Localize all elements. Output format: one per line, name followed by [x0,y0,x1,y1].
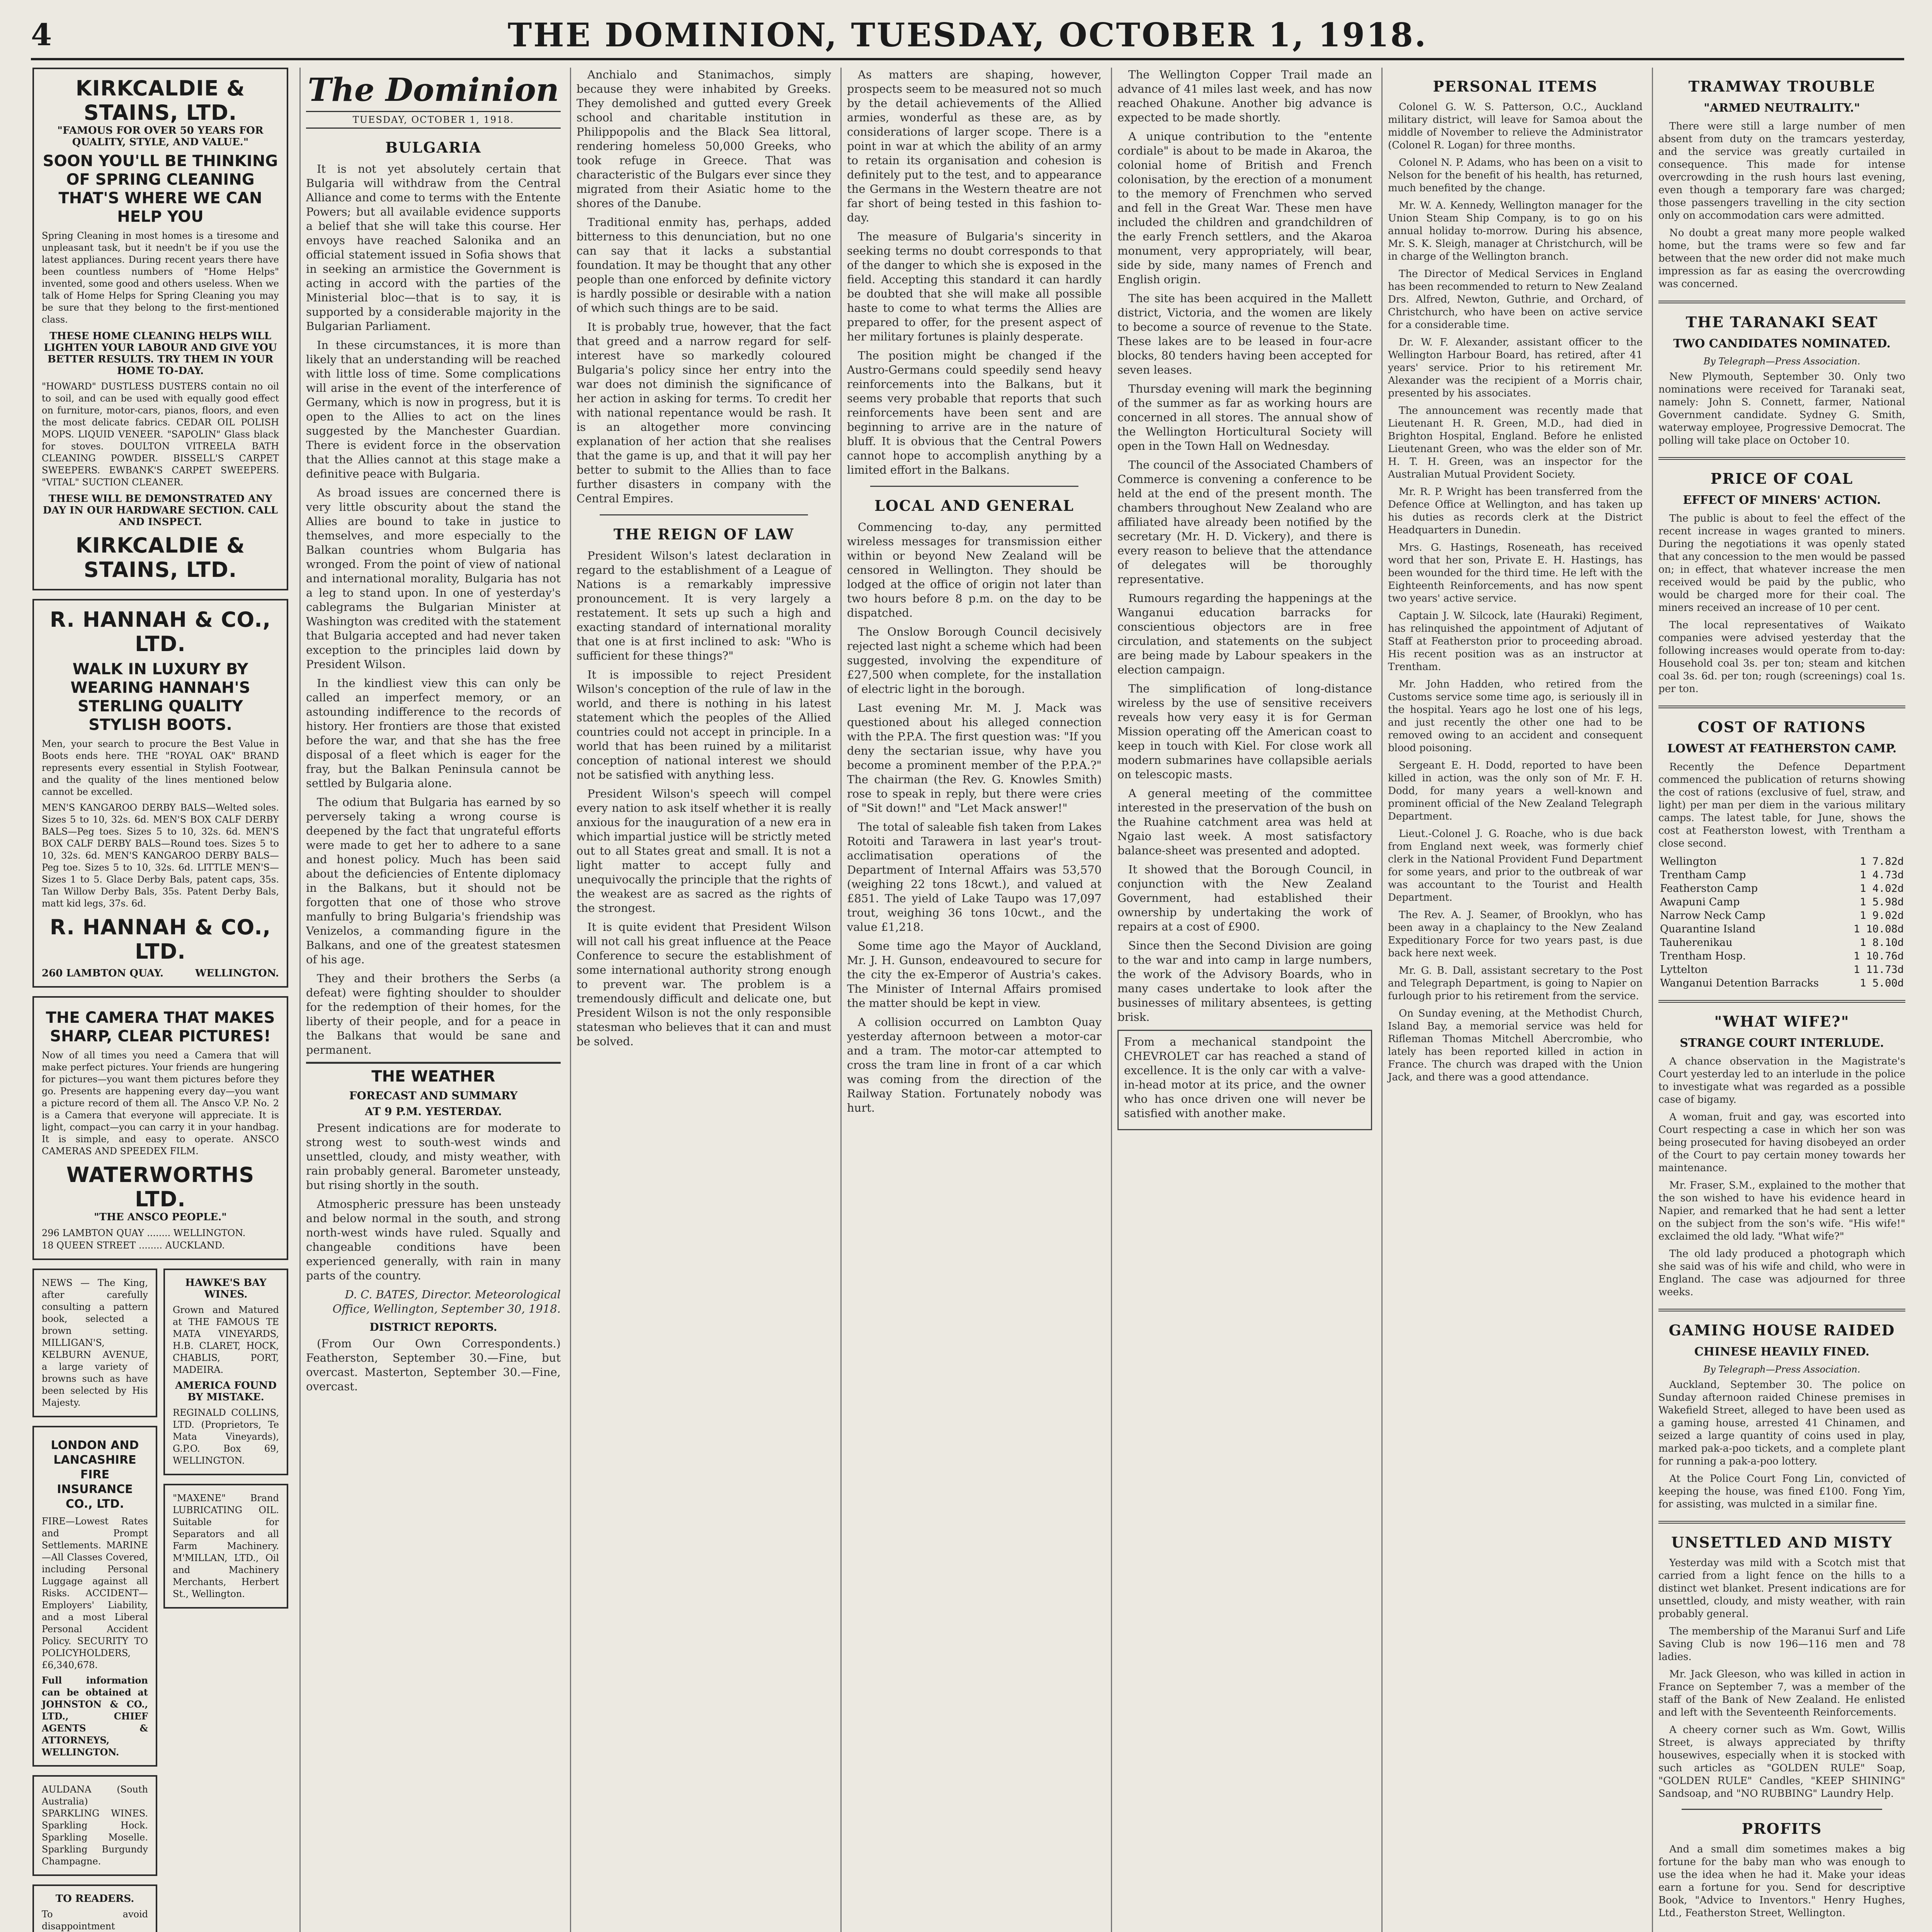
readers-text: To avoid disappointment [42,1909,148,1932]
gaming-headline: GAMING HOUSE RAIDED [1668,1321,1895,1339]
editorial-column-3 [840,68,1107,1932]
local-paragraph: Commencing to-day, any permitted wireless messages for transmission either within or beyond New Zealand will be censored in Wellington. They should be lodged at the office of origin not later than two hours before 8 p.m. on the day to be dispatched. [847,520,1102,619]
local-paragraph: The Onslow Borough Council decisively rejected last night a scheme which had been suggested, involving the expenditure of £27,500 when complete, for the installation of electric light in the borough. [847,625,1102,696]
waterworths-address-1: 296 LAMBTON QUAY ........ WELLINGTON. [42,1228,246,1238]
bulgaria-paragraph: It is not yet absolutely certain that Bulgaria will withdraw from the Central Alliance and come to terms with the Entente Powers; but all available evidence supports a belief that she will take this course. Her envoys have reached Salonika and an official statement issued in Sofia shows that in seeking an armistice the Government is acting in accord with the parties of the Ministerial bloc—that is to say, it is supported by a considerable majority in the Bulgarian Parliament. [306,162,561,333]
personal-paragraph: The announcement was recently made that Lieutenant H. R. Green, M.D., had died in Brighton Hospital, England. Before he enlisted Lieutenant Green, who was the elder son of Mr. H. T. H. Green, was an inspector for the Australian Mutual Provident Society. [1388,405,1643,480]
table-row: Featherston Camp 1 4.02d [1660,883,1904,895]
news-paragraph: Since then the Second Division are going to the war and into camp in large numbers, the work of the Advisory Boards, who in many cases undertake to look after the businesses of military absentees, is getting brisk. [1117,939,1372,1024]
progress-paragraph: The measure of Bulgaria's sincerity in seeking terms no doubt corresponds to that of the danger to which she is exposed in the field. Accepting this standard it can hardly be doubted that she will make all possible haste to come to what terms the Allies are prepared to offer, for the present aspect of her military fortunes is plainly desperate. [847,230,1102,343]
progress-paragraph: The position might be changed if the Austro-Germans could speedily send heavy reinforcements into the Balkans, but it seems very probable that reports that such reinforcements have been sent and are beginning to arrive are in the nature of bluff. It is obvious that the Central Powers cannot hope to accomplish anything by a limited effort in the Balkans. [847,349,1102,476]
profits-headline: PROFITS [1742,1820,1822,1837]
waterworths-title: WATERWORTHS LTD. [66,1163,255,1211]
masthead [31,12,1904,60]
table-row: Narrow Neck Camp 1 9.02d [1660,910,1904,922]
personal-paragraph: On Sunday evening, at the Methodist Church, Island Bay, a memorial service was held for Rifleman Thomas Mitchell Abercrombie, who lately has been reported killed in action in France. The church was draped with the Union Jack, and there was a good attendance. [1388,1008,1643,1083]
maxene-ad [163,1484,288,1609]
personal-items-headline: PERSONAL ITEMS [1433,78,1598,95]
hannah-title: R. HANNAH & CO., LTD. [49,607,271,656]
milligan-ad [32,1269,157,1417]
bulgaria-paragraph: As broad issues are concerned there is very little obscurity about the stand the Allies are bound to take in justice to themselves, and more especially to the Balkan countries whom Bulgaria has wronged. From the point of view of national and international morality, Bulgaria has not a leg to stand upon. In one of yesterday's cablegrams the Bulgarian Minister at Washington was credited with the statement that Bulgaria accepted and had never taken exception to the principles laid down by President Wilson. [306,486,561,671]
personal-paragraph: Captain J. W. Silcock, late (Hauraki) Regiment, has relinquished the appointment of Adjutant of Staff at Featherston prior to proceeding abroad. His recent position was as an instructor at Trentham. [1388,610,1643,673]
district-reports-text: (From Our Own Correspondents.) Featherston, September 30.—Fine, but overcast. Masterton, September 30.—Fine, overcast. [306,1337,561,1393]
news-paragraph: Rumours regarding the happenings at the Wanganui education barracks for conscientious objectors are in free circulation, and statements on the subject are being made by Labour speakers in the election campaign. [1117,592,1372,676]
waterworths-tagline: "THE ANSCO PEOPLE." [94,1211,227,1223]
hawkes-bay-ad [163,1269,288,1475]
coal-subhead: EFFECT OF MINERS' ACTION. [1683,493,1881,507]
advertisements-column [27,68,294,1932]
personal-paragraph: Mr. W. A. Kennedy, Wellington manager for the Union Steam Ship Company, is to go on his annual holiday to-morrow. During his absence, Mr. S. K. Sleigh, manager at Christchurch, will be in charge of the Wellington branch. [1388,200,1643,262]
hawkes-title: HAWKE'S BAY WINES. [185,1277,267,1300]
taranaki-subhead: TWO CANDIDATES NOMINATED. [1673,337,1891,350]
weather-time: AT 9 P.M. YESTERDAY. [365,1105,502,1118]
reign-paragraph: President Wilson's speech will compel every nation to ask itself whether it is really anxious for the inauguration of a new era in which impartial justice will be strictly meted out to all States great and small. It is not a light matter to accept fully and unequivocally the principle that the rights of the weakest are as sacred as the rights of the strongest. [577,787,831,915]
paper-title: THE DOMINION, TUESDAY, OCTOBER 1, 1918. [507,15,1428,54]
bulgaria-headline: BULGARIA [385,139,481,156]
what-wife-subhead: STRANGE COURT INTERLUDE. [1680,1036,1884,1050]
america-headline: AMERICA FOUND BY MISTAKE. [175,1380,277,1403]
short-news-column [1652,68,1911,1932]
personal-paragraph: Mr. G. B. Dall, assistant secretary to the Post and Telegraph Department, is going to Napier on furlough prior to his retirement from the service. [1388,965,1643,1002]
profits-paragraph: And a small dim sometimes makes a big fortune for the baby man who was enough to use the idea when he had it. Make your ideas earn a fortune for you. Send for descriptive Book, "Advice to Inventors." Henry Hughes, Ltd., Featherston Street, Wellington. [1658,1844,1905,1919]
nameplate: The Dominion [308,71,559,109]
local-paragraph: Some time ago the Mayor of Auckland, Mr. J. H. Gunson, endeavoured to secure for the city the ex-Emperor of Austria's cakes. The Minister of Internal Affairs promised the matter should be kept in view. [847,939,1102,1010]
table-row: Trentham Camp 1 4.73d [1660,869,1904,881]
misty-paragraph: The membership of the Maranui Surf and Life Saving Club is now 196—116 men and 78 ladies. [1658,1626,1905,1663]
editorial-column-2 [570,68,837,1932]
tramway-paragraph: No doubt a great many more people walked home, but the trams were so few and far between that the new order did not make much impression as far as easing the overcrowding was concerned. [1658,227,1905,290]
reign-paragraph: It is impossible to reject President Wilson's conception of the rule of law in the world, and there is nothing in his latest statement which the peoples of the Allied countries could not accept in principle. In a world that has been ruined by a militarist conception of national interest we should not be satisfied with anything less. [577,668,831,781]
camera-ad [32,996,288,1260]
news-paragraph: Thursday evening will mark the beginning of the summer as far as working hours are concerned in all stores. The annual show of the Wellington Horticultural Society will open in the Town Hall on Wednesday. [1117,382,1372,452]
hawkes-text: Grown and Matured at THE FAMOUS TE MATA VINEYARDS, H.B. CLARET, HOCK, CHABLIS, PORT, MADEIRA. [173,1304,279,1375]
taranaki-paragraph: New Plymouth, September 30. Only two nominations were received for Taranaki seat, namely: John S. Connett, farmer, National Government candidate. Sydney G. Smith, waterway employee, Progressive Democrat. The polling will take place on October 10. [1658,371,1905,446]
table-row: Trentham Hosp. 1 10.76d [1660,950,1904,962]
kirkcaldie-title-footer: KIRKCALDIE & STAINS, LTD. [75,533,245,582]
wife-paragraph: A chance observation in the Magistrate's Court yesterday led to an interlude in the police to investigate what was regarded as a possible case of bigamy. [1658,1056,1905,1105]
kirkcaldie-ad [32,68,288,590]
personal-paragraph: The Director of Medical Services in England has been recommended to return to New Zealand Drs. Alfred, Newton, Guthrie, and Orchard, of Christchurch, who have been on active service for a considerable time. [1388,268,1643,331]
spring-cleaning-items: "HOWARD" DUSTLESS DUSTERS contain no oil to soil, and can be used with equally good effect on furniture, motor-cars, pianos, floors, and even the most delicate fabrics. CEDAR OIL POLISH MOPS. LIQUID VENEER. "SAPOLIN" Glass black for stoves. DOULTON VITREELA BATH CLEANING POWDER. BISSELL'S CARPET SWEEPERS. EWBANK'S CARPET SWEEPERS. "VITAL" SUCTION CLEANER. [42,381,279,488]
page-number: 4 [31,17,52,53]
spring-cleaning-cta: THESE HOME CLEANING HELPS WILL LIGHTEN YOUR LABOUR AND GIVE YOU BETTER RESULTS. TRY THEM IN YOUR HOME TO-DAY. [44,330,277,377]
rations-paragraph: Recently the Defence Department commenced the publication of returns showing the cost of rations (exclusive of fuel, straw, and light) per man per diem in the various military camps. The latest table, for June, shows the cost at Featherston lowest, with Trentham a close second. [1658,761,1905,849]
personal-paragraph: Dr. W. F. Alexander, assistant officer to the Wellington Harbour Board, has retired, after 41 years' service. Prior to his retirement Mr. Alexander was the recipient of a Morris chair, presented by his associates. [1388,337,1643,399]
kirkcaldie-title: KIRKCALDIE & STAINS, LTD. [75,76,245,125]
maxene-text: "MAXENE" Brand LUBRICATING OIL. Suitable for Separators and all Farm Machinery. M'MILLAN, LTD., Oil and Machinery Merchants, Herbert St., Wellington. [173,1493,279,1599]
hannah-address: 260 LAMBTON QUAY. [42,968,164,979]
table-row: Wellington 1 7.82d [1660,855,1904,867]
kirkcaldie-tagline: "FAMOUS FOR OVER 50 YEARS FOR QUALITY, STYLE, AND VALUE." [57,125,264,148]
what-wife-headline: "WHAT WIFE?" [1714,1013,1850,1030]
bulgaria-paragraph: In these circumstances, it is more than likely that an understanding will be reached with little loss of time. Some complications will arise in the event of the interference of Germany, which is now in progress, but it is open to the Allies to act on the lines suggested by the Manchester Guardian. There is evident force in the observation that the Allies cannot at this stage make a definitive peace with Bulgaria. [306,338,561,480]
unsettled-headline: UNSETTLED AND MISTY [1671,1534,1893,1551]
misty-paragraph: Yesterday was mild with a Scotch mist that carried from a light fence on the hills to a distinct wet blanket. Present indications are for unsettled, cloudy, and misty weather, with rain probably general. [1658,1557,1905,1620]
district-reports-headline: DISTRICT REPORTS. [369,1321,497,1333]
local-paragraph: Last evening Mr. M. J. Mack was questioned about his alleged connection with the P.P.A. The first question was: "If you deny the sectarian issue, why have you become a prominent member of the P.P.A.?" The chairman (the Rev. G. Knowles Smith) rose to speak in reply, but there were cries of "Sit down!" and "Let Mack answer!" [847,701,1102,815]
table-row: Awapuni Camp 1 5.98d [1660,896,1904,908]
camera-headline: THE CAMERA THAT MAKES SHARP, CLEAR PICTURES! [46,1009,275,1045]
table-row: Lyttelton 1 11.73d [1660,964,1904,976]
personal-paragraph: Mr. John Hadden, who retired from the Customs service some time ago, is seriously ill in the hospital. Years ago he lost one of his legs, and just recently the other one had to be removed owing to an accident and consequent blood poisoning. [1388,679,1643,754]
personal-paragraph: Mr. R. P. Wright has been transferred from the Defence Office at Wellington, and has taken up his duties as records clerk at the District Headquarters in Dunedin. [1388,486,1643,536]
news-paragraph: The council of the Associated Chambers of Commerce is convening a conference to be held at the end of the present month. The chambers throughout New Zealand who are affiliated have already been notified by the secretary (Mr. H. D. Vickery), and there is every reason to believe that the attendance of delegates will be thoroughly representative. [1117,458,1372,586]
edition-date: TUESDAY, OCTOBER 1, 1918. [306,111,561,129]
spring-cleaning-footer: THESE WILL BE DEMONSTRATED ANY DAY IN OUR HARDWARE SECTION. CALL AND INSPECT. [43,493,278,528]
local-general-headline: LOCAL AND GENERAL [874,497,1074,514]
personal-paragraph: Lieut.-Colonel J. G. Roache, who is due back from England next week, was formerly chief clerk in the National Provident Fund Department for some years, and prior to the outbreak of war was accountant to the Tourist and Health Department. [1388,828,1643,903]
london-insurance-ad [32,1426,157,1767]
coal-paragraph: The public is about to feel the effect of the recent increase in wages granted to miners. During the negotiations it was openly stated that any concession to the men would be passed on; in effect, that whatever increase the men received would be paid by the public, who would be charged more for their coal. The miners received an increase of 10 per cent. [1658,513,1905,614]
news-paragraph: It showed that the Borough Council, in conjunction with the New Zealand Government, had established their ownership by undertaking the work of repairs at a cost of £900. [1117,863,1372,933]
gaming-byline: By Telegraph—Press Association. [1703,1364,1861,1375]
tramway-paragraph: There were still a large number of men absent from duty on the tramcars yesterday, and the service was greatly curtailed in consequence. This made for intense overcrowding in the rush hours last evening, even though a temporary fare was charged; those passengers travelling in the city section only on accommodation cars were admitted. [1658,121,1905,221]
weather-headline: THE WEATHER [306,1062,561,1085]
progress-paragraph: As matters are shaping, however, prospects seem to be measured not so much by the detail achievements of the Allied armies, wonderful as these are, as by considerations of larger scope. There is a point in war at which the ability of an army to retain its organisation and cohesion is definitely put to the test, and to appearance the Germans in the Western theatre are not far short of being tested in this fashion to-day. [847,68,1102,224]
misty-paragraph: A cheery corner such as Wm. Gowt, Willis Street, is always appreciated by thrifty housewives, especially when it is stocked with such articles as "GOLDEN RULE" Soap, "GOLDEN RULE" Candles, "KEEP SHINING" Sandsoap, and "NO RUBBING" Laundry Help. [1658,1724,1905,1799]
london-text: FIRE—Lowest Rates and Prompt Settlements. MARINE—All Classes Covered, including Personal Luggage against all Risks. ACCIDENT—Employers' Liability, and a most Liberal Personal Accident Policy. SECURITY TO POLICYHOLDERS, £6,340,678. [42,1516,148,1670]
local-paragraph: A collision occurred on Lambton Quay yesterday afternoon between a motor-car and a tram. The motor-car attempted to cross the tram line in front of a car which was coming from the direction of the Railway Station. Fortunately nobody was hurt. [847,1015,1102,1114]
wife-paragraph: Mr. Fraser, S.M., explained to the mother that the son wished to have his evidence heard in Napier, and remarked that he had sent a letter on the subject from the son's wife. "His wife!" exclaimed the old lady. "What wife?" [1658,1180,1905,1242]
personal-paragraph: Colonel G. W. S. Patterson, O.C., Auckland military district, will leave for Samoa about the middle of November to relieve the Administrator (Colonel R. Logan) for three months. [1388,101,1643,151]
auldana-ad [32,1775,157,1876]
london-agents: Full information can be obtained at JOHNSTON & CO., LTD., CHIEF AGENTS & ATTORNEYS, WELLINGTON. [42,1675,148,1758]
hannah-title-footer: R. HANNAH & CO., LTD. [49,915,271,964]
hannah-ad [32,599,288,988]
bulgaria-paragraph: They and their brothers the Serbs (a defeat) were fighting shoulder to shoulder for the redemption of their homes, for the liberty of their people, and for a peace in the Balkans that would be sane and permanent. [306,972,561,1056]
london-title: LONDON AND LANCASHIRE FIRE INSURANCE CO., LTD. [51,1439,139,1511]
rations-subhead: LOWEST AT FEATHERSTON CAMP. [1667,742,1897,755]
coal-headline: PRICE OF COAL [1710,470,1854,487]
bulgaria-paragraph: The odium that Bulgaria has earned by so perversely taking a wrong course is deepened by the fact that ungrateful efforts were made to get her to adhere to a sane and honest policy. Much has been said about the deficiencies of Entente diplomacy in the Balkans, but it should not be forgotten that one of those who strove manfully to bring Bulgaria's friendship was Venizelos, a commanding figure in the Balkans, and one of the greatest statesmen of his age. [306,796,561,966]
gaming-subhead: CHINESE HEAVILY FINED. [1694,1345,1870,1359]
taranaki-byline: By Telegraph—Press Association. [1703,356,1861,367]
bulgaria-paragraph: Anchialo and Stanimachos, simply because they were inhabited by Greeks. They demolished and gutted every Greek school and charitable institution in Philippopolis and the Black Sea littoral, rendering homeless 50,000 Greeks, who took refuge in Greece. That was characteristic of the Bulgars ever since they migrated from their Asiatic home to the shores of the Danube. [577,68,831,210]
weather-signature: D. C. BATES, Director. Meteorological Office, Wellington, September 30, 1918. [332,1288,561,1315]
news-column [1111,68,1378,1932]
hannah-city: WELLINGTON. [195,968,279,979]
milligan-text: NEWS — The King, after carefully consulting a pattern book, selected a brown setting. MILLIGAN'S, KELBURN AVENUE, a large variety of browns such as have been selected by His Majesty. [42,1277,148,1408]
weather-paragraph: Present indications are for moderate to strong west to south-west winds and unsettled, cloudy, and misty weather, with rain probably general. Barometer unsteady, but rising shortly in the south. [306,1121,561,1192]
bulgaria-paragraph: Traditional enmity has, perhaps, added bitterness to this denunciation, but no one can say that it lacks a substantial foundation. It may be thought that any other people than one enforced by definite victory is hardly possible or desirable with a nation of which such things are to be said. [577,216,831,315]
weather-section [306,1062,561,1394]
reign-of-law-headline: THE REIGN OF LAW [613,526,794,543]
misty-paragraph: Mr. Jack Gleeson, who was killed in action in France on September 7, was a member of the staff of the Bank of New Zealand. He enlisted and left with the Seventeenth Reinforcements. [1658,1668,1905,1718]
collins-text: REGINALD COLLINS, LTD. (Proprietors, Te Mata Vineyards), G.P.O. Box 69, WELLINGTON. [173,1407,279,1466]
coal-paragraph: The local representatives of Waikato companies were advised yesterday that the following increases would operate from to-day: Household coal 3s. per ton; steam and kitchen coal 3s. 6d. per ton; rough (screenings) coal 1s. per ton. [1658,619,1905,695]
chevrolet-text: From a mechanical standpoint the CHEVROLET car has reached a stand of excellence. It is the only car with a valve-in-head motor at its price, and the owner who has once driven one will never be satisfied with another make. [1124,1035,1366,1120]
waterworths-address-2: 18 QUEEN STREET ........ AUCKLAND. [42,1240,225,1251]
reign-paragraph: President Wilson's latest declaration in regard to the establishment of a League of Nations is a remarkably impressive pronouncement. It is very largely a restatement. It sets up such a high and exacting standard of international morality that one is at first inclined to ask: "Who is sufficient for these things?" [577,549,831,662]
readers-notice [32,1884,157,1932]
local-paragraph: The total of saleable fish taken from Lakes Rotoiti and Tarawera in last year's trout-acclimatisation operations of the Department of Internal Affairs was 53,570 (weighing 22 tons 18cwt.), and valued at £851. The yield of Lake Taupo was 17,097 trout, weighing 36 tons 10cwt., and the value £1,218. [847,820,1102,934]
bulgaria-paragraph: In the kindliest view this can only be called an imperfect memory, or an astounding indifference to the records of history. Her frontiers are those that existed before the war, and that she has the free disposal of a fleet which is eager for the fray, but the Balkan Peninsula cannot be settled by Bulgaria alone. [306,677,561,790]
news-paragraph: A general meeting of the committee interested in the preservation of the bush on the Ruahine catchment area was held at Ngaio last week. A most satisfactory balance-sheet was presented and adopted. [1117,787,1372,857]
news-paragraph: A unique contribution to the "entente cordiale" is about to be made in Akaroa, the colonial home of British and French colonisation, by the erection of a monument to the memory of Frenchmen who served and fell in the Great War. These men have included the children and grandchildren of the early French settlers, and the Akaroa monument, very appropriately, will bear, side by side, many names of French and English origin. [1117,130,1372,286]
personal-paragraph: The Rev. A. J. Seamer, of Brooklyn, who has been away in a chaplaincy to the New Zealand Expeditionary Force for two years past, is due back here next week. [1388,909,1643,959]
taranaki-headline: THE TARANAKI SEAT [1685,313,1878,331]
table-row: Tauherenikau 1 8.10d [1660,937,1904,949]
gaming-paragraph: Auckland, September 30. The police on Sunday afternoon raided Chinese premises in Wakefield Street, alleged to have been used as a gaming house, arrested 41 Chinamen, and seized a large quantity of coins used in play, marked pak-a-poo tickets, and a complete plant for running a pak-a-poo lottery. [1658,1379,1905,1467]
gaming-paragraph: At the Police Court Fong Lin, convicted of keeping the house, was fined £100. Fong Yim, for assisting, was mulcted in a similar fine. [1658,1473,1905,1510]
news-paragraph: The simplification of long-distance wireless by the use of sensitive receivers reveals how very easy it is for German Mission operating off the American coast to keep in touch with Kiel. For close work all modern submarines have collapsible aerials on telescopic masts. [1117,682,1372,781]
weather-subhead: FORECAST AND SUMMARY [349,1089,518,1102]
hannah-text: Men, your search to procure the Best Value in Boots ends here. THE "ROYAL OAK" BRAND represents every essential in Stylish Footwear, and the quality of the lines mentioned below cannot be excelled. [42,738,279,797]
camera-text: Now of all times you need a Camera that will make perfect pictures. Your friends are hungering for pictures—you want them pictures before they go. Presents are happening every day—you want a picture record of them all. The Ansco V.P. No. 2 is a Camera that everyone will appreciate. It is light, compact—you can carry it in your handbag. It is simple, and easy to operate. ANSCO CAMERAS AND SPEEDEX FILM. [42,1050,279,1156]
editorial-column [299,68,566,1932]
table-row: Quarantine Island 1 10.08d [1660,923,1904,935]
personal-paragraph: Sergeant E. H. Dodd, reported to have been killed in action, was the only son of Mr. F. H. Dodd, for many years a well-known and prominent official of the New Zealand Telegraph Department. [1388,760,1643,822]
tramway-subhead: "ARMED NEUTRALITY." [1704,101,1860,115]
news-paragraph: The Wellington Copper Trail made an advance of 41 miles last week, and has now reached Ohakune. Another big advance is expected to be made shortly. [1117,68,1372,124]
wife-paragraph: The old lady produced a photograph which she said was of his wife and child, who were in England. The case was adjourned for three weeks. [1658,1248,1905,1298]
news-paragraph: The site has been acquired in the Mallett district, Victoria, and the women are likely to become a source of revenue to the State. These lakes are to be leased in four-acre blocks, 80 tenders having been accepted for seven leases. [1117,292,1372,376]
personal-paragraph: Colonel N. P. Adams, who has been on a visit to Nelson for the benefit of his health, has returned, much benefited by the change. [1388,157,1643,194]
hannah-headline: WALK IN LUXURY BY WEARING HANNAH'S STERLING QUALITY STYLISH BOOTS. [70,660,250,734]
chevrolet-ad [1117,1030,1372,1130]
auldana-text: AULDANA (South Australia) SPARKLING WINES. Sparkling Hock. Sparkling Moselle. Sparkling Burgundy Champagne. [42,1784,148,1867]
wife-paragraph: A woman, fruit and gay, was escorted into Court respecting a case in which her son was being prosecuted for having disobeyed an order of the Court to pay certain money towards her maintenance. [1658,1111,1905,1174]
table-row: Wanganui Detention Barracks 1 5.00d [1660,977,1904,989]
hannah-items: MEN'S KANGAROO DERBY BALS—Welted soles. Sizes 5 to 10, 32s. 6d. MEN'S BOX CALF DERBY BALS—Peg toes. Sizes 5 to 10, 32s. 6d. MEN'S BOX CALF DERBY BALS—Round toes. Sizes 5 to 10, 32s. 6d. MEN'S KANGAROO DERBY BALS—Peg toe. Sizes 5 to 10, 32s. 6d. LITTLE MEN'S—Sizes 1 to 5. Glace Derby Bals, patent caps, 35s. Tan Willow Derby Bals, 35s. Patent Derby Bals, matt kid legs, 37s. 6d. [42,802,279,909]
personal-items-column [1381,68,1648,1932]
readers-title: TO READERS. [55,1893,134,1905]
spring-cleaning-text: Spring Cleaning in most homes is a tiresome and unpleasant task, but it needn't be if you use the latest appliances. During recent years there have been countless numbers of "Home Helps" invented, some good and others useless. When we talk of Home Helps for Spring Cleaning you may be sure that they belong to the first-mentioned class. [42,230,279,325]
spring-cleaning-headline: SOON YOU'LL BE THINKING OF SPRING CLEANING THAT'S WHERE WE CAN HELP YOU [43,152,278,226]
rations-headline: COST OF RATIONS [1697,718,1866,736]
weather-paragraph: Atmospheric pressure has been unsteady and below normal in the south, and strong north-west winds have ruled. Squally and changeable conditions have been experienced generally, with rain in many parts of the country. [306,1197,561,1282]
personal-paragraph: Mrs. G. Hastings, Roseneath, has received word that her son, Private E. H. Hastings, has been wounded for the third time. He left with the Eighteenth Reinforcements, and has now spent two years' active service. [1388,542,1643,604]
rations-table [1658,855,1905,990]
reign-paragraph: It is quite evident that President Wilson will not call his great influence at the Peace Conference to secure the establishment of some international authority strong enough to prevent war. The problem is a tremendously difficult and delicate one, but President Wilson is not the only responsible statesman who believes that it can and must be solved. [577,920,831,1048]
tramway-headline: TRAMWAY TROUBLE [1688,78,1876,95]
bulgaria-paragraph: It is probably true, however, that the fact that greed and a narrow regard for self-interest have so markedly coloured Bulgaria's policy since her entry into the war does not diminish the significance of her action in asking for terms. To credit her with national repentance would be rash. It is an altogether more convincing explanation of her action that she realises that the game is up, and that it will pay her better to submit to the Allies than to face further disasters in company with the Central Empires. [577,320,831,505]
